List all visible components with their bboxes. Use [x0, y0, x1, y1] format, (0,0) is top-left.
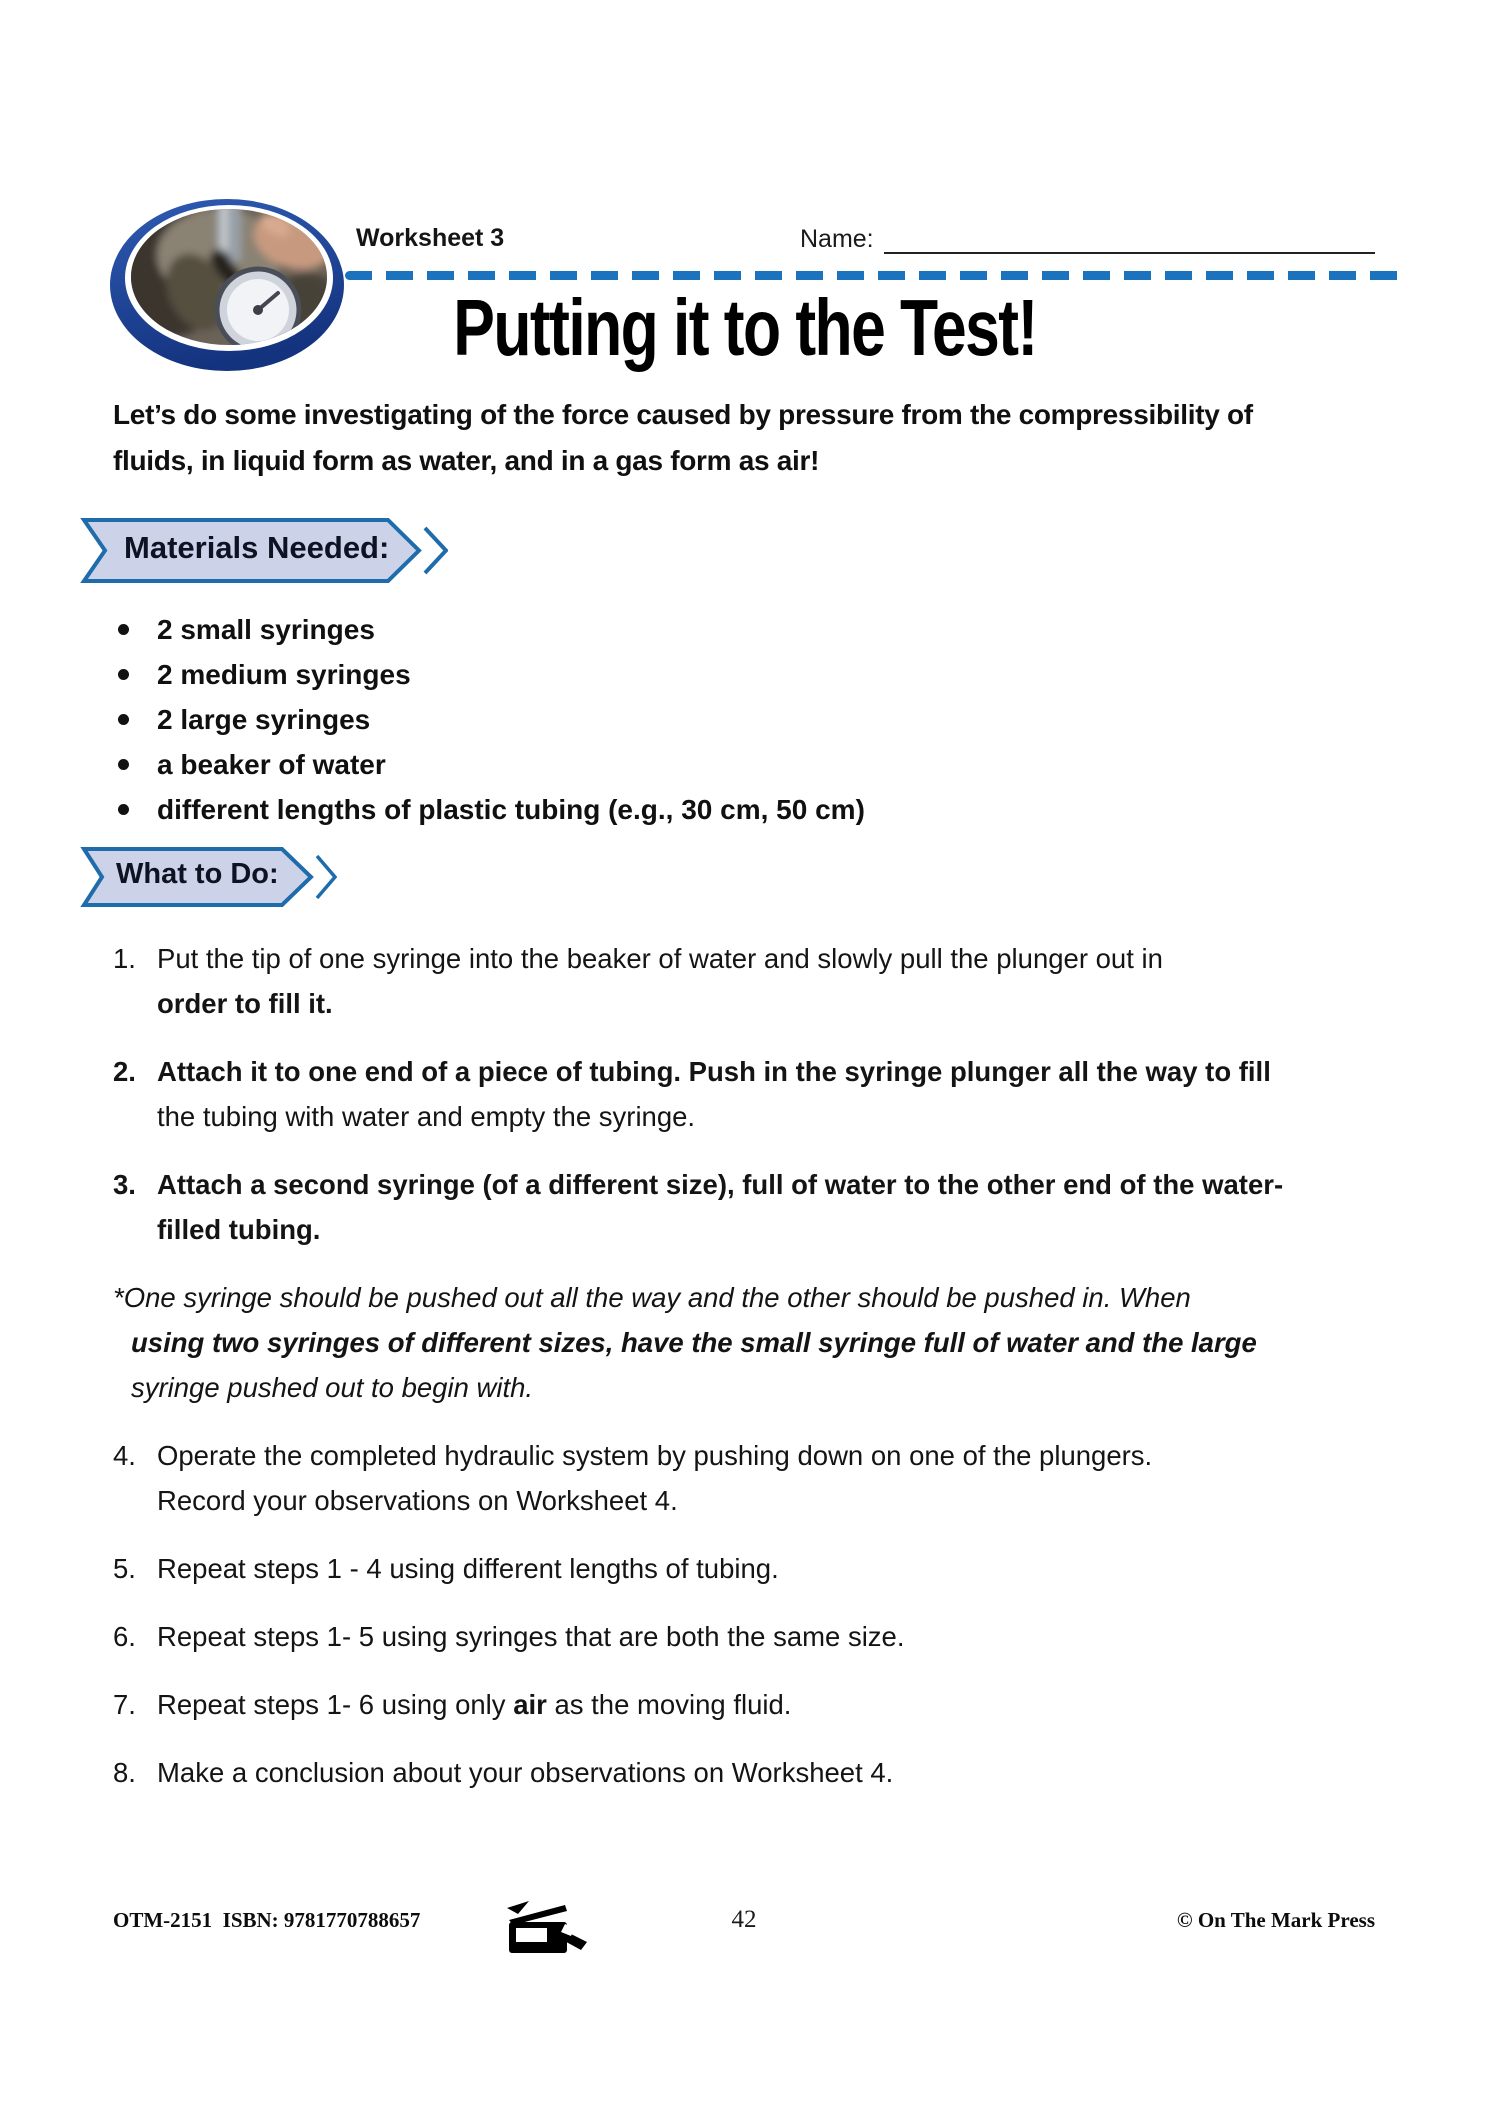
- material-item: [118, 787, 865, 832]
- worksheet-label: Worksheet 3: [356, 224, 505, 252]
- footer-publisher: © On The Mark Press: [1176, 1908, 1375, 1932]
- step-number: 3.: [113, 1169, 136, 1200]
- text-segment: Make a conclusion about your observations on Worksheet 4.: [157, 1757, 894, 1788]
- page-title: Putting it to the Test!: [452, 283, 1037, 372]
- chevron-right-icon: [317, 856, 335, 898]
- intro-line-1: Let’s do some investigating of the force caused by pressure from the compressibility of: [113, 399, 1253, 430]
- material-text: 2 medium syringes: [157, 658, 411, 690]
- step-item: [113, 1546, 1405, 1591]
- note-text: [113, 1275, 1405, 1410]
- step-number: 5.: [113, 1553, 136, 1584]
- what-to-do-heading: What to Do:: [116, 858, 279, 890]
- text-segment: order to fill it.: [157, 988, 333, 1019]
- name-blank-line: [884, 222, 1375, 254]
- bullet-icon: [118, 759, 129, 770]
- intro-line-2: fluids, in liquid form as water, and in a gas form as air!: [113, 445, 820, 476]
- step-number: 7.: [113, 1689, 136, 1720]
- dashed-divider: [345, 271, 1408, 280]
- text-segment: Repeat steps 1- 5 using syringes that are both the same size.: [157, 1621, 905, 1652]
- step-item: [113, 936, 1405, 1026]
- text-segment: Operate the completed hydraulic system by pushing down on one of the plungers.: [157, 1440, 1153, 1471]
- materials-banner: [80, 517, 448, 584]
- text-segment: air: [513, 1689, 547, 1720]
- material-item: [118, 607, 865, 652]
- bullet-icon: [118, 714, 129, 725]
- name-row: [800, 222, 1375, 254]
- material-item: [118, 697, 865, 742]
- text-segment: filled tubing.: [157, 1214, 321, 1245]
- page-number: 42: [731, 1906, 757, 1933]
- step-number: 1.: [113, 943, 136, 974]
- text-segment: as the moving fluid.: [546, 1689, 792, 1720]
- bullet-icon: [118, 624, 129, 635]
- material-item: [118, 652, 865, 697]
- text-segment: Repeat steps 1- 6 using only: [157, 1689, 514, 1720]
- step-item: [113, 1433, 1405, 1523]
- step-text: [157, 1056, 1271, 1132]
- text-segment: the tubing with water and empty the syringe.: [157, 1101, 696, 1132]
- step-number: 8.: [113, 1757, 136, 1788]
- text-segment: Record your observations on Worksheet 4.: [157, 1485, 678, 1516]
- intro-paragraph: [113, 392, 1443, 484]
- step-text: [157, 1689, 791, 1720]
- step-number: 2.: [113, 1056, 136, 1087]
- step-text: [157, 1621, 905, 1652]
- chevron-right-icon: [425, 528, 446, 573]
- what-to-do-banner: [80, 846, 338, 908]
- material-text: 2 large syringes: [157, 703, 371, 735]
- page-footer: [113, 1898, 1375, 1962]
- name-label: Name:: [800, 225, 874, 253]
- title-wrap: [0, 282, 1489, 374]
- materials-list: [118, 607, 865, 832]
- text-segment: Put the tip of one syringe into the beaker of water and slowly pull the plunger out in: [157, 943, 1163, 974]
- step-item: [113, 1049, 1405, 1139]
- text-segment: Repeat steps 1 - 4 using different lengths of tubing.: [157, 1553, 779, 1584]
- text-segment: Attach a second syringe (of a different size), full of water to the other end of the water-: [157, 1169, 1284, 1200]
- step-text: [157, 943, 1163, 1019]
- step-number: 4.: [113, 1440, 136, 1471]
- materials-heading: Materials Needed:: [124, 530, 390, 565]
- material-text: a beaker of water: [157, 748, 386, 780]
- steps-list: [113, 936, 1405, 1818]
- text-segment: Attach it to one end of a piece of tubing. Push in the syringe plunger all the way to fill: [157, 1056, 1271, 1087]
- text-segment: syringe pushed out to begin with.: [131, 1372, 534, 1403]
- text-segment: using two syringes of different sizes, have the small syringe full of water and the large: [131, 1327, 1257, 1358]
- step-item: [113, 1682, 1405, 1727]
- step-item: [113, 1162, 1405, 1252]
- text-segment: *One syringe should be pushed out all the way and the other should be pushed in. When: [113, 1282, 1191, 1313]
- step-item: [113, 1750, 1405, 1795]
- material-text: different lengths of plastic tubing (e.g., 30 cm, 50 cm): [157, 793, 865, 825]
- step-text: [157, 1757, 893, 1788]
- step-text: [157, 1169, 1283, 1245]
- step-number: 6.: [113, 1621, 136, 1652]
- step-item: [113, 1614, 1405, 1659]
- bullet-icon: [118, 669, 129, 680]
- footer-isbn: OTM-2151 ISBN: 9781770788657: [113, 1908, 421, 1932]
- step-text: [157, 1553, 779, 1584]
- step-text: [157, 1440, 1152, 1516]
- material-item: [118, 742, 865, 787]
- material-text: 2 small syringes: [157, 613, 375, 645]
- bullet-icon: [118, 804, 129, 815]
